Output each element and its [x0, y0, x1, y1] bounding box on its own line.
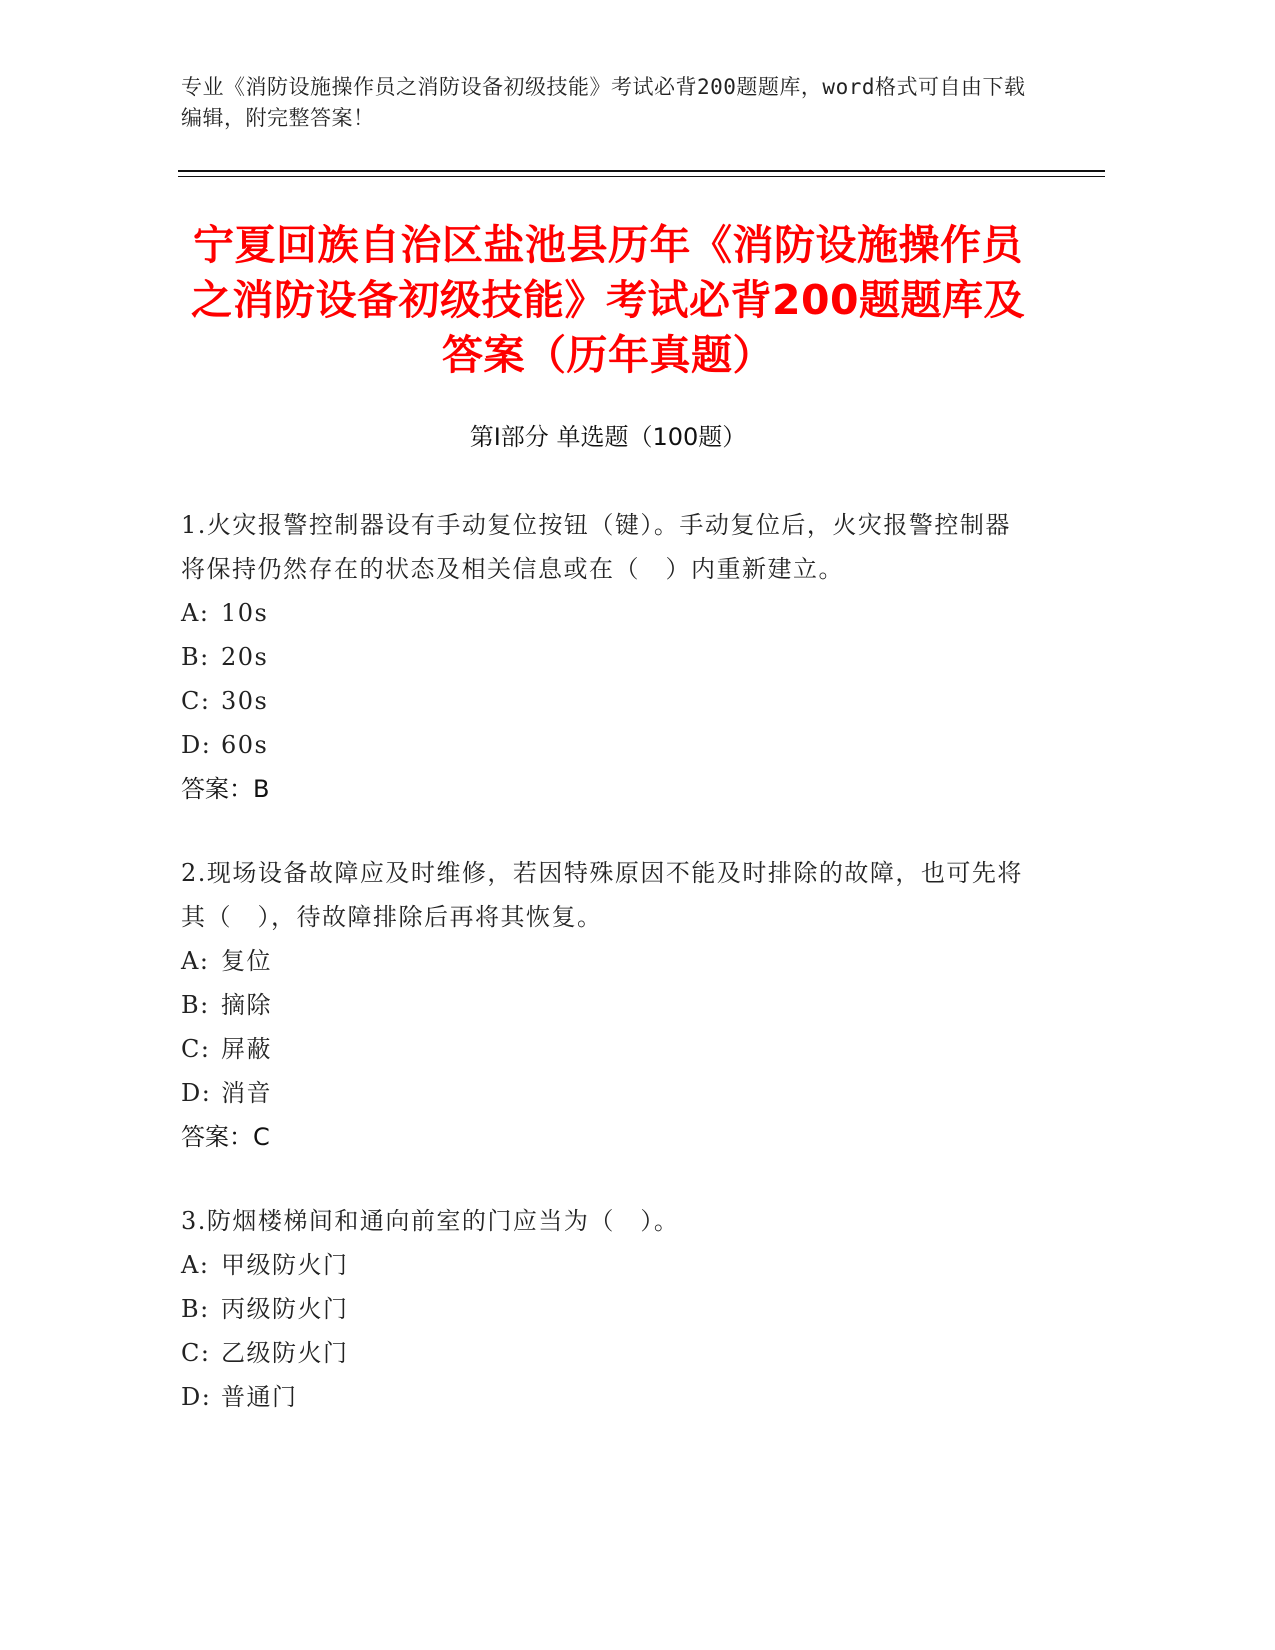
- option-text: 丙级防火门: [221, 1295, 349, 1323]
- answer-line: 答案：C: [181, 1123, 270, 1151]
- option-letter: C:: [181, 1339, 211, 1367]
- document-title: 宁夏回族自治区盐池县历年《消防设施操作员之消防设备初级技能》考试必背200题题库及答案（历年真题）: [190, 221, 1026, 379]
- option-text: 甲级防火门: [221, 1251, 349, 1279]
- option-text: 乙级防火门: [221, 1339, 349, 1367]
- option-d: [181, 1071, 1031, 1115]
- option-letter: D:: [181, 1383, 212, 1411]
- option-text: 30s: [221, 687, 269, 715]
- section-title: 第I部分 单选题（100题）: [469, 423, 747, 451]
- option-letter: D:: [181, 1079, 212, 1107]
- option-a: [181, 939, 1031, 983]
- option-text: 复位: [221, 947, 272, 975]
- option-text: 10s: [221, 599, 269, 627]
- header-rule-thin: [178, 176, 1105, 177]
- answer-line: 答案：B: [181, 775, 270, 803]
- option-c: [181, 1331, 1031, 1375]
- option-letter: C:: [181, 687, 211, 715]
- option-text: 20s: [221, 643, 269, 671]
- option-letter: C:: [181, 1035, 211, 1063]
- option-c: [181, 679, 1031, 723]
- question-2: [181, 851, 1031, 1159]
- option-letter: B:: [181, 1295, 210, 1323]
- option-b: [181, 983, 1031, 1027]
- option-b: [181, 1287, 1031, 1331]
- option-text: 消音: [221, 1079, 272, 1107]
- option-letter: B:: [181, 991, 210, 1019]
- option-d: [181, 1375, 1031, 1419]
- question-1: [181, 503, 1031, 811]
- question-stem: 3.防烟楼梯间和通向前室的门应当为（ ）。: [181, 1207, 680, 1235]
- option-text: 屏蔽: [221, 1035, 272, 1063]
- header-note: 专业《消防设施操作员之消防设备初级技能》考试必背200题题库，word格式可自由下载编辑，附完整答案！: [181, 75, 1026, 130]
- option-a: [181, 591, 1031, 635]
- option-text: 普通门: [221, 1383, 298, 1411]
- option-text: 摘除: [221, 991, 272, 1019]
- option-letter: D:: [181, 731, 212, 759]
- option-letter: A:: [181, 1251, 210, 1279]
- option-letter: A:: [181, 947, 210, 975]
- option-d: [181, 723, 1031, 767]
- option-b: [181, 635, 1031, 679]
- question-stem: 1.火灾报警控制器设有手动复位按钮（键）。手动复位后，火灾报警控制器将保持仍然存在的状态及相关信息或在（ ）内重新建立。: [181, 511, 1011, 583]
- option-letter: B:: [181, 643, 210, 671]
- option-a: [181, 1243, 1031, 1287]
- question-3: [181, 1199, 1031, 1419]
- question-stem: 2.现场设备故障应及时维修，若因特殊原因不能及时排除的故障，也可先将其（ ），待故障排除后再将其恢复。: [181, 859, 1023, 931]
- option-c: [181, 1027, 1031, 1071]
- option-text: 60s: [221, 731, 269, 759]
- header-rule-thick: [178, 170, 1105, 172]
- option-letter: A:: [181, 599, 210, 627]
